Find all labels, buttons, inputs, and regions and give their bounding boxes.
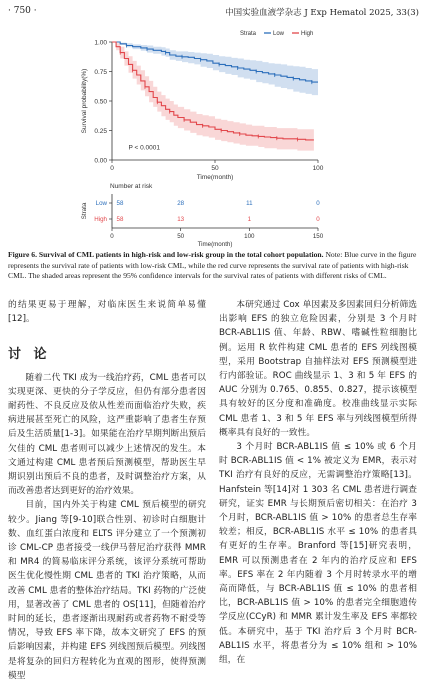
p-value-label: P < 0.0001 (128, 144, 160, 152)
y-tick-label: 0.25 (94, 128, 107, 135)
x-axis-label: Time(month) (196, 174, 234, 181)
section-title: 讨 论 (8, 347, 51, 363)
journal-title: 中国实验血液学杂志 J Exp Hematol 2025, 33(3) (225, 8, 419, 18)
risk-count: 11 (246, 200, 253, 207)
risk-y-axis-label: Strata (81, 202, 88, 220)
risk-x-axis-label: Time(month) (197, 241, 233, 248)
x-tick-label: 100 (312, 165, 324, 172)
left-column (8, 298, 206, 683)
risk-count: 58 (116, 200, 124, 207)
paragraph: 本研究通过 Cox 单因素及多因素回归分析筛选出影响 EFS 的独立危险因素，分别是 3 个月时 BCR-ABL1IS 值、年龄、RBW、嗜碱性粒细胞比例。运用 R 软件构建 CML 患者的 EFS 列线图模型，采用 Bootstrap 自抽样法对 EFS 预测模型进行内部验证。ROC 曲线显示 1、3 和 5 年 EFS 的 AUC 分别为 0.765、0.855、0.827，提示该模型具有较好的区分度和准确度。校准曲线显示实际 CML 患者 1、3 和 5 年 EFS 率与列线图模型所得概率具有良好的一致性。 (219, 300, 417, 438)
risk-row-label-low: Low (95, 200, 107, 207)
y-tick-label: 0.50 (94, 98, 107, 106)
risk-x-tick-label: 50 (177, 233, 185, 240)
risk-count: 13 (177, 216, 185, 223)
y-tick-label: 1.00 (94, 39, 107, 47)
page-header (8, 6, 419, 20)
risk-count: 28 (177, 200, 185, 207)
risk-x-tick-label: 150 (312, 233, 324, 240)
risk-count: 58 (116, 216, 124, 223)
y-tick-label: 0.75 (94, 69, 107, 76)
legend-title: Strata (240, 31, 257, 37)
caption-title: Figure 6. Survival of CML patients in high-risk and low-risk group in the total cohort population. (8, 250, 324, 259)
risk-count: 1 (247, 216, 252, 223)
paragraph: 随着二代 TKI 成为一线治疗药，CML 患者可以实现更深、更快的分子学反应，但仍有部分患者因耐药性、不良反应及依从性差而面临治疗失败，疾病进展甚至死亡的风险，这严重影响了患者生存预后及生活质量[1-3]。如果能在治疗早期判断出预后欠佳的 CML 患者则可以减少上述情况的发生。本文通过构建 CML 患者预后预测模型，帮助医生早期识别出预后不良的患者，及时调整治疗方案，从而改善患者达到更好的治疗效果。 (8, 372, 206, 497)
survival-figure (0, 22, 427, 248)
legend-label-low: Low (273, 31, 285, 37)
risk-table-title: Number at risk (110, 183, 153, 190)
caption-note: Note: Blue curve in the figure represents the survival rate of patients with low-risk CML, while the red curve represents the survival rate of patients with high-risk CML. The shaded areas represent the 95% confidence intervals for the survival rates of patients with different risks of CML. (8, 250, 417, 280)
paragraph: 3 个月时 BCR-ABL1IS 值 ≤ 10% 或 6 个月时 BCR-ABL1IS 值 < 1% 被定义为 EMR，表示对 TKI 治疗有良好的反应，无需调整治疗策略[13]。Hanfstein 等[14]对 1 303 名 CML 患者进行调查研究，证实 EMR 与长期预后密切相关：在治疗 3 个月时，BCR-ABL1IS 值 > 10% 的患者总生存率较差；相反，BCR-ABL1IS 水平 ≤ 10% 的患者具有更好的生存率。Branford 等[15]研究表明，EMR 可以预测患者在 2 年内的治疗反应和 EFS 率。EFS 率在 2 年内随着 3 个月时转录水平的增高而降低，与 BCR-ABL1IS 值 ≤ 10% 的患者相比，BCR-ABL1IS 值 > 10% 的患者完全细胞遗传学反应(CCyR) 和 MMR 累计发生率及 EFS 率都较低。本研究中，基于 TKI 治疗后 3 个月时 BCR-ABL1IS 水平，将患者分为 ≤ 10% 组和 > 10% 组，在 (219, 442, 417, 666)
km-plot (81, 31, 324, 181)
risk-count: 0 (316, 200, 320, 207)
carry-over-text: 的结果更易于理解，对临床医生来说简单易懂[12]。 (8, 300, 206, 325)
page-number: · 750 · (8, 6, 37, 16)
x-tick-label: 50 (211, 165, 219, 172)
risk-x-tick-label: 100 (244, 233, 255, 240)
figure-caption (8, 250, 419, 282)
paragraph: 目前，国内外关于构建 CML 预后模型的研究较少。Jiang 等[9-10]联合性别、初诊时白细胞计数、血红蛋白浓度和 ELTS 评分建立了一个预测初诊 CML-CP 患者接受一线伊马替尼治疗获得 MMR 和 MR4 的简易临床评分系统，该评分系统可帮助医生优化慢性期 CML 患者的 TKI 治疗策略，从而改善 CML 患者的整体治疗结局。TKI 药物的广泛使用，显著改善了 CML 患者的 OS[11]，但随着治疗时间的延长，患者逐渐出现耐药或者药物不耐受等情况，导致 EFS 率下降，故本文研究了 EFS 的预后影响因素，并构建 EFS 列线图预后模型。列线图是将复杂的回归方程转化为直观的图形，使得预测模型 (8, 500, 206, 681)
risk-x-tick-label: 0 (110, 233, 114, 240)
legend-label-high: High (301, 31, 314, 37)
y-tick-label: 0.00 (94, 157, 107, 165)
y-axis-label: Survival probability(%) (81, 68, 88, 134)
risk-row-label-high: High (94, 216, 107, 223)
risk-count: 0 (316, 216, 320, 223)
risk-table (81, 183, 324, 248)
x-tick-label: 0 (110, 165, 114, 172)
right-column (219, 298, 417, 667)
